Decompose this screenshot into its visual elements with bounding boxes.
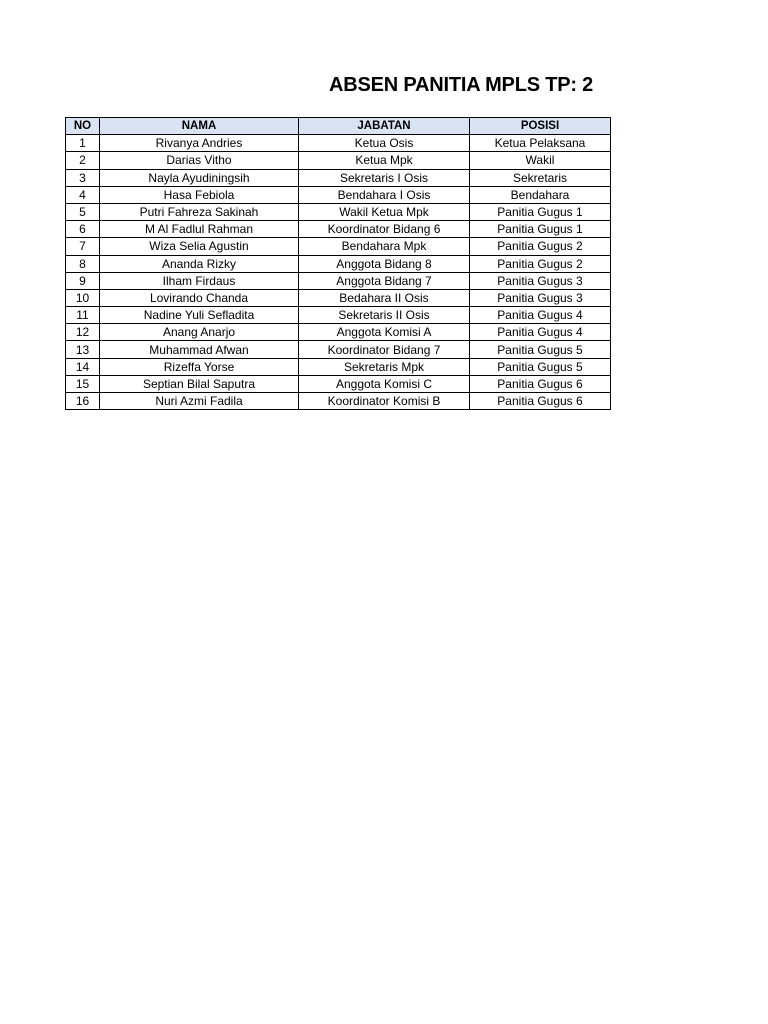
cell-jabatan[interactable]: Sekretaris II Osis	[299, 307, 470, 324]
header-no[interactable]: NO	[66, 118, 100, 135]
sheet-title: ABSEN PANITIA MPLS TP: 2	[329, 74, 594, 96]
cell-no[interactable]: 8	[66, 255, 100, 272]
cell-nama[interactable]: Hasa Febiola	[100, 186, 299, 203]
cell-nama[interactable]: Putri Fahreza Sakinah	[100, 203, 299, 220]
cell-posisi[interactable]: Panitia Gugus 3	[470, 272, 611, 289]
table-row	[66, 375, 611, 392]
cell-jabatan[interactable]: Anggota Bidang 7	[299, 272, 470, 289]
cell-posisi[interactable]: Panitia Gugus 6	[470, 375, 611, 392]
cell-no[interactable]: 1	[66, 135, 100, 152]
cell-no[interactable]: 9	[66, 272, 100, 289]
cell-nama[interactable]: Rizeffa Yorse	[100, 358, 299, 375]
cell-no[interactable]: 5	[66, 203, 100, 220]
cell-jabatan[interactable]: Koordinator Bidang 6	[299, 221, 470, 238]
attendance-table	[65, 117, 611, 410]
cell-jabatan[interactable]: Ketua Mpk	[299, 152, 470, 169]
cell-no[interactable]: 13	[66, 341, 100, 358]
cell-posisi[interactable]: Bendahara	[470, 186, 611, 203]
table-row	[66, 341, 611, 358]
table-row	[66, 169, 611, 186]
cell-no[interactable]: 10	[66, 289, 100, 306]
cell-posisi[interactable]: Panitia Gugus 6	[470, 393, 611, 410]
cell-posisi[interactable]: Panitia Gugus 5	[470, 358, 611, 375]
cell-posisi[interactable]: Sekretaris	[470, 169, 611, 186]
cell-no[interactable]: 7	[66, 238, 100, 255]
cell-posisi[interactable]: Ketua Pelaksana	[470, 135, 611, 152]
cell-no[interactable]: 16	[66, 393, 100, 410]
cell-posisi[interactable]: Panitia Gugus 3	[470, 289, 611, 306]
cell-no[interactable]: 14	[66, 358, 100, 375]
cell-nama[interactable]: Septian Bilal Saputra	[100, 375, 299, 392]
cell-posisi[interactable]: Panitia Gugus 4	[470, 324, 611, 341]
table-row	[66, 255, 611, 272]
cell-nama[interactable]: M Al Fadlul Rahman	[100, 221, 299, 238]
header-nama[interactable]: NAMA	[100, 118, 299, 135]
cell-jabatan[interactable]: Anggota Bidang 8	[299, 255, 470, 272]
cell-nama[interactable]: Lovirando Chanda	[100, 289, 299, 306]
cell-jabatan[interactable]: Anggota Komisi A	[299, 324, 470, 341]
header-posisi[interactable]: POSISI	[470, 118, 611, 135]
cell-nama[interactable]: Anang Anarjo	[100, 324, 299, 341]
table-row	[66, 221, 611, 238]
cell-posisi[interactable]: Wakil	[470, 152, 611, 169]
table-row	[66, 393, 611, 410]
cell-nama[interactable]: Nayla Ayudiningsih	[100, 169, 299, 186]
cell-posisi[interactable]: Panitia Gugus 2	[470, 255, 611, 272]
cell-nama[interactable]: Nadine Yuli Sefladita	[100, 307, 299, 324]
cell-no[interactable]: 11	[66, 307, 100, 324]
cell-jabatan[interactable]: Ketua Osis	[299, 135, 470, 152]
cell-posisi[interactable]: Panitia Gugus 1	[470, 221, 611, 238]
cell-posisi[interactable]: Panitia Gugus 1	[470, 203, 611, 220]
cell-no[interactable]: 3	[66, 169, 100, 186]
cell-jabatan[interactable]: Anggota Komisi C	[299, 375, 470, 392]
cell-nama[interactable]: Nuri Azmi Fadila	[100, 393, 299, 410]
cell-jabatan[interactable]: Bedahara II Osis	[299, 289, 470, 306]
cell-posisi[interactable]: Panitia Gugus 5	[470, 341, 611, 358]
header-row	[66, 118, 611, 135]
table-row	[66, 186, 611, 203]
header-jabatan[interactable]: JABATAN	[299, 118, 470, 135]
cell-nama[interactable]: Muhammad Afwan	[100, 341, 299, 358]
cell-jabatan[interactable]: Koordinator Bidang 7	[299, 341, 470, 358]
cell-no[interactable]: 15	[66, 375, 100, 392]
cell-nama[interactable]: Rivanya Andries	[100, 135, 299, 152]
cell-jabatan[interactable]: Wakil Ketua Mpk	[299, 203, 470, 220]
cell-jabatan[interactable]: Bendahara Mpk	[299, 238, 470, 255]
cell-nama[interactable]: Ilham Firdaus	[100, 272, 299, 289]
cell-jabatan[interactable]: Sekretaris I Osis	[299, 169, 470, 186]
table-row	[66, 358, 611, 375]
cell-jabatan[interactable]: Koordinator Komisi B	[299, 393, 470, 410]
cell-no[interactable]: 12	[66, 324, 100, 341]
table-row	[66, 238, 611, 255]
table-row	[66, 272, 611, 289]
sheet-title-area	[300, 70, 612, 102]
cell-jabatan[interactable]: Bendahara I Osis	[299, 186, 470, 203]
cell-no[interactable]: 2	[66, 152, 100, 169]
table-row	[66, 324, 611, 341]
table-row	[66, 135, 611, 152]
cell-nama[interactable]: Wiza Selia Agustin	[100, 238, 299, 255]
table-row	[66, 307, 611, 324]
cell-nama[interactable]: Darias Vitho	[100, 152, 299, 169]
cell-nama[interactable]: Ananda Rizky	[100, 255, 299, 272]
table-row	[66, 289, 611, 306]
table-row	[66, 152, 611, 169]
cell-jabatan[interactable]: Sekretaris Mpk	[299, 358, 470, 375]
cell-posisi[interactable]: Panitia Gugus 4	[470, 307, 611, 324]
table-row	[66, 203, 611, 220]
cell-no[interactable]: 6	[66, 221, 100, 238]
cell-posisi[interactable]: Panitia Gugus 2	[470, 238, 611, 255]
cell-no[interactable]: 4	[66, 186, 100, 203]
